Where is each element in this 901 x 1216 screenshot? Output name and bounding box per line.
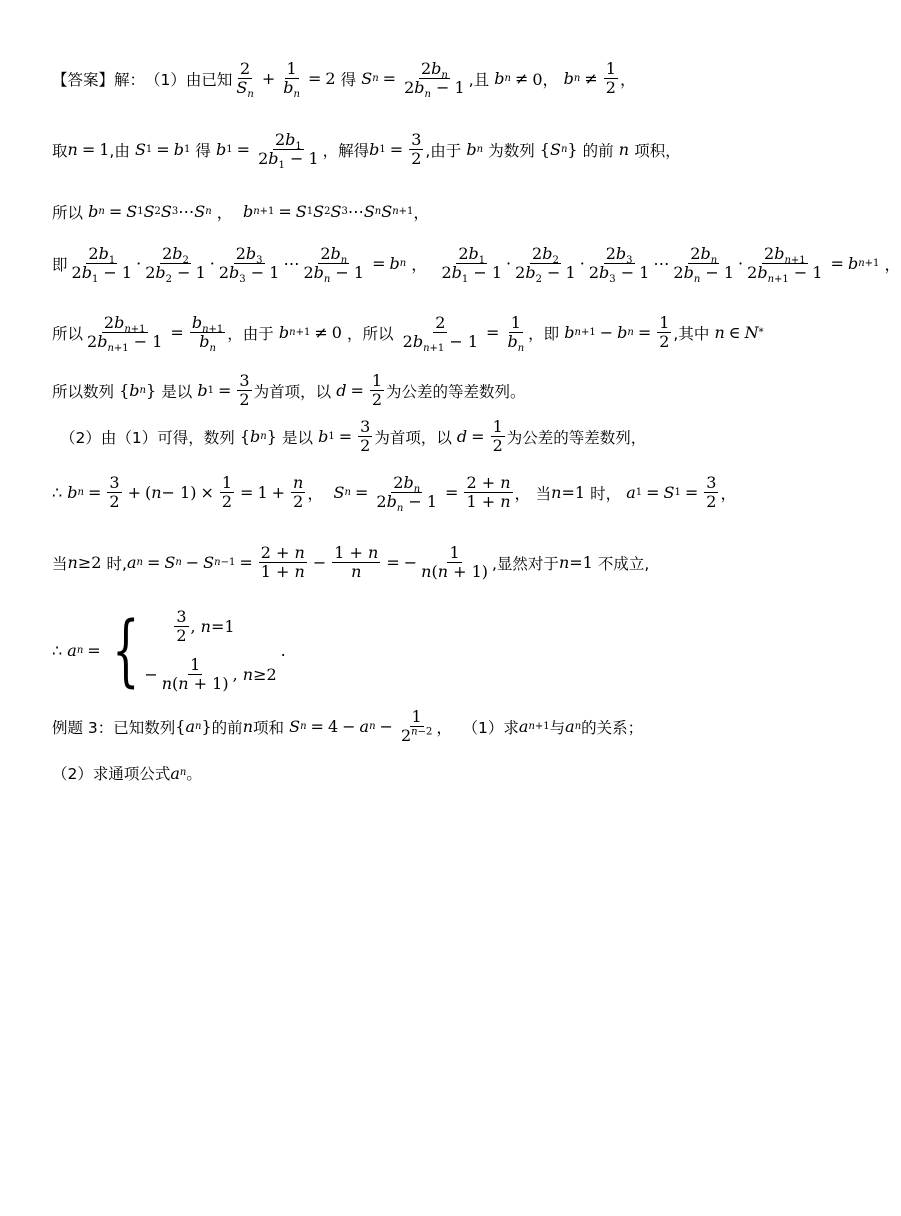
answer-line-5: 所以 $\frac{2b_{n+1}}{2b_{n+1} - 1}$ = $\frac{b_{n+1}}{b_n}$ ，由于 b n+1 ≠ 0 ，所以 $\frac{2}{2b_{n+1} - 1}$ = $\frac{1}{b_n}$ ，即 b n+1 − b n = $\frac{1}{2}$ ,其中 n ∈ N * [52, 313, 764, 355]
answer-line-8: ∴ b n = $\frac{3}{2}$ + ( n − 1) × $\frac{1}{2}$ = 1 + $\frac{n}{2}$ ， S n = $\frac{2b_n}{2b_n - 1}$ = $\frac{2 + n}{1 + n}$ ， 当 n =1 时， a 1 = S 1 = $\frac{3}{2}$ ， [52, 473, 737, 515]
answer-line-9: 当 n ≥2 时, a n = S n − S n−1 = $\frac{2 + n}{1 + n}$ − $\frac{1 + n}{n}$ = − $\frac{1}{n(n + 1)}$ ,显然对于 n =1 不成立, [52, 543, 650, 582]
math-fraction: $\frac{2}{S_n}$ [236, 59, 254, 101]
answer-line-6: 所以数列 { b n } 是以 b 1 = $\frac{3}{2}$ 为首项，以 d = $\frac{1}{2}$ 为公差的等差数列。 [52, 371, 526, 410]
piecewise-formula: ∴ a n = { $\frac{3}{2}$ , n =1 − $\frac{1}{n(n + 1)}$ , n ≥2 . [52, 605, 286, 696]
example-3-line-2: （2）求通项公式 a n 。 [52, 763, 202, 783]
example-3-line-1: 例题 3：已知数列 { a n } 的前 n 项和 S n = 4 − a n − $\frac{1}{2^{n-2}}$ ， （1）求 a n+1 与 a n 的关系； [52, 707, 644, 746]
answer-line-3: 所以 b n = S 1 S 2 S 3 ⋯ S n ， b n+1 = S 1 S 2 S 3 ⋯ S n S n+1 ， [52, 202, 430, 222]
answer-line-2: 取 n = 1 ,由 S 1 = b 1 得 b 1 = $\frac{2b_1}{2b_1 - 1}$ ，解得 b 1 = $\frac{3}{2}$ ,由于 b n 为数列 { S n } 的前 n 项积， [52, 130, 681, 172]
answer-line-1: 【答案】 解： （1） 由已知 $\frac{2}{S_n}$ + $\frac{1}{b_n}$ = 2 得 S n = $\frac{2b_n}{2b_n - 1}$ ,且 b n ≠ 0， b n ≠ $\frac{1}{2}$ ， [52, 59, 636, 101]
answer-line-4: 即 $\frac{2b_1}{2b_1 - 1}$ · $\frac{2b_2}{2b_2 - 1}$ · $\frac{2b_3}{2b_3 - 1}$ ⋯ $\frac{2b_n}{2b_n - 1}$ = b n ， $\frac{2b_1}{2b_1 - 1}$ · $\frac{2b_2}{2b_2 - 1}$ · $\frac{2b_3}{2b_3 - 1}$ ⋯ $\frac{2b_n}{2b_n - 1}$ · $\frac{2b_{n+1}}{2b_{n+1} - 1}$ = b n+1 ， [52, 244, 901, 286]
answer-line-7: （2） 由（1）可得，数列 { b n } 是以 b 1 = $\frac{3}{2}$ 为首项，以 d = $\frac{1}{2}$ 为公差的等差数列， [60, 417, 647, 456]
answer-prefix: 【答案】 [52, 70, 115, 89]
